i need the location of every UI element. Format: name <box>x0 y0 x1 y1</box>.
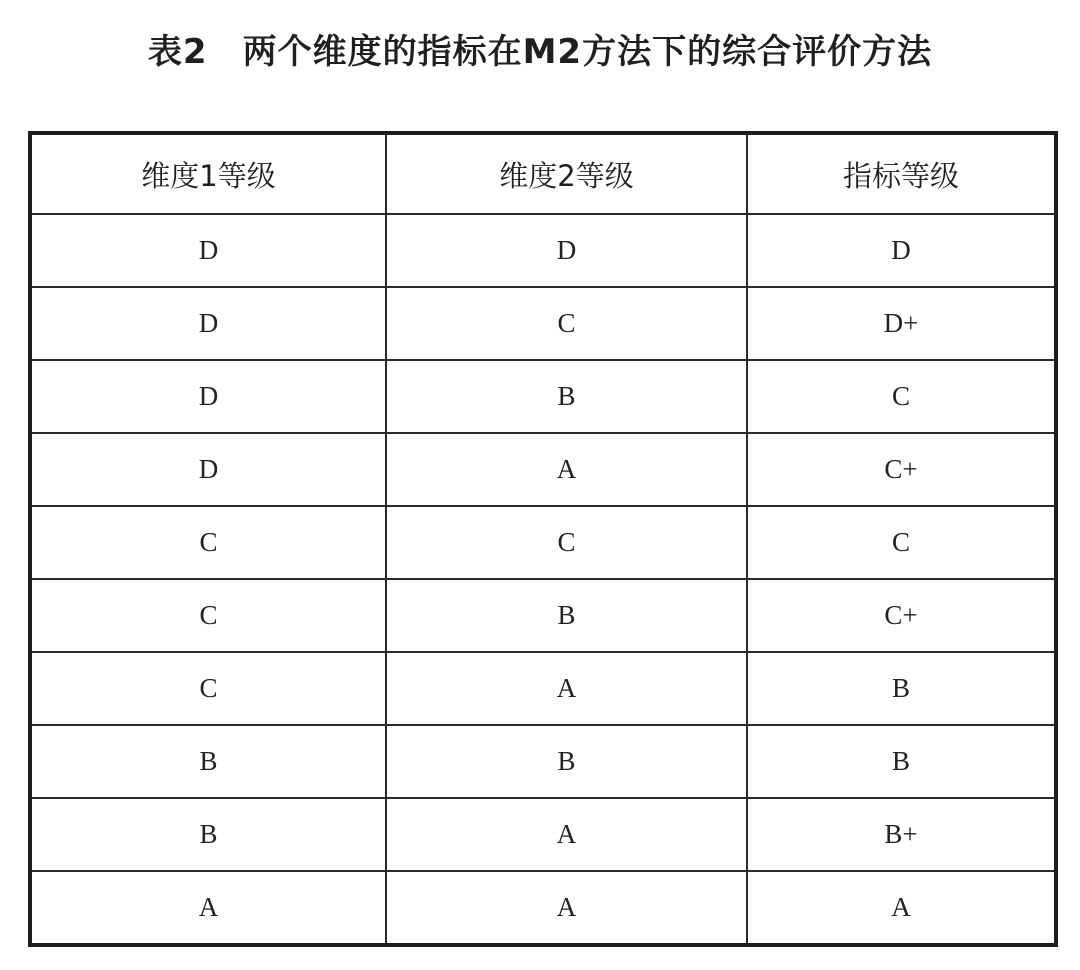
cell-indicator: C <box>747 506 1056 579</box>
cell-indicator: C <box>747 360 1056 433</box>
cell-dimension-1: B <box>30 725 386 798</box>
cell-dimension-2: D <box>386 214 747 287</box>
header-dimension-2-grade: 维度2等级 <box>386 133 747 214</box>
cell-dimension-2: A <box>386 652 747 725</box>
cell-dimension-1: C <box>30 652 386 725</box>
table-row <box>30 652 1056 725</box>
page-title: 表2 两个维度的指标在M2方法下的综合评价方法 <box>147 32 933 72</box>
cell-dimension-2: B <box>386 579 747 652</box>
cell-indicator: B <box>747 652 1056 725</box>
cell-indicator: A <box>747 871 1056 945</box>
table-row <box>30 506 1056 579</box>
cell-dimension-2: B <box>386 360 747 433</box>
cell-dimension-2: A <box>386 871 747 945</box>
table-row <box>30 871 1056 945</box>
cell-dimension-1: D <box>30 214 386 287</box>
table-row <box>30 214 1056 287</box>
table-row <box>30 433 1056 506</box>
table-row <box>30 287 1056 360</box>
table-header-row <box>30 133 1056 214</box>
cell-dimension-1: D <box>30 360 386 433</box>
table-row <box>30 579 1056 652</box>
cell-dimension-1: D <box>30 433 386 506</box>
cell-dimension-1: D <box>30 287 386 360</box>
table-row <box>30 360 1056 433</box>
cell-dimension-2: B <box>386 725 747 798</box>
cell-indicator: D+ <box>747 287 1056 360</box>
cell-dimension-1: C <box>30 506 386 579</box>
cell-dimension-2: A <box>386 433 747 506</box>
cell-indicator: C+ <box>747 579 1056 652</box>
table-row <box>30 798 1056 871</box>
cell-indicator: D <box>747 214 1056 287</box>
header-dimension-1-grade: 维度1等级 <box>30 133 386 214</box>
grade-table <box>28 131 1058 947</box>
header-indicator-grade: 指标等级 <box>747 133 1056 214</box>
cell-dimension-1: B <box>30 798 386 871</box>
cell-dimension-1: A <box>30 871 386 945</box>
cell-indicator: C+ <box>747 433 1056 506</box>
cell-dimension-1: C <box>30 579 386 652</box>
cell-dimension-2: C <box>386 506 747 579</box>
cell-dimension-2: A <box>386 798 747 871</box>
cell-dimension-2: C <box>386 287 747 360</box>
table-row <box>30 725 1056 798</box>
cell-indicator: B <box>747 725 1056 798</box>
cell-indicator: B+ <box>747 798 1056 871</box>
